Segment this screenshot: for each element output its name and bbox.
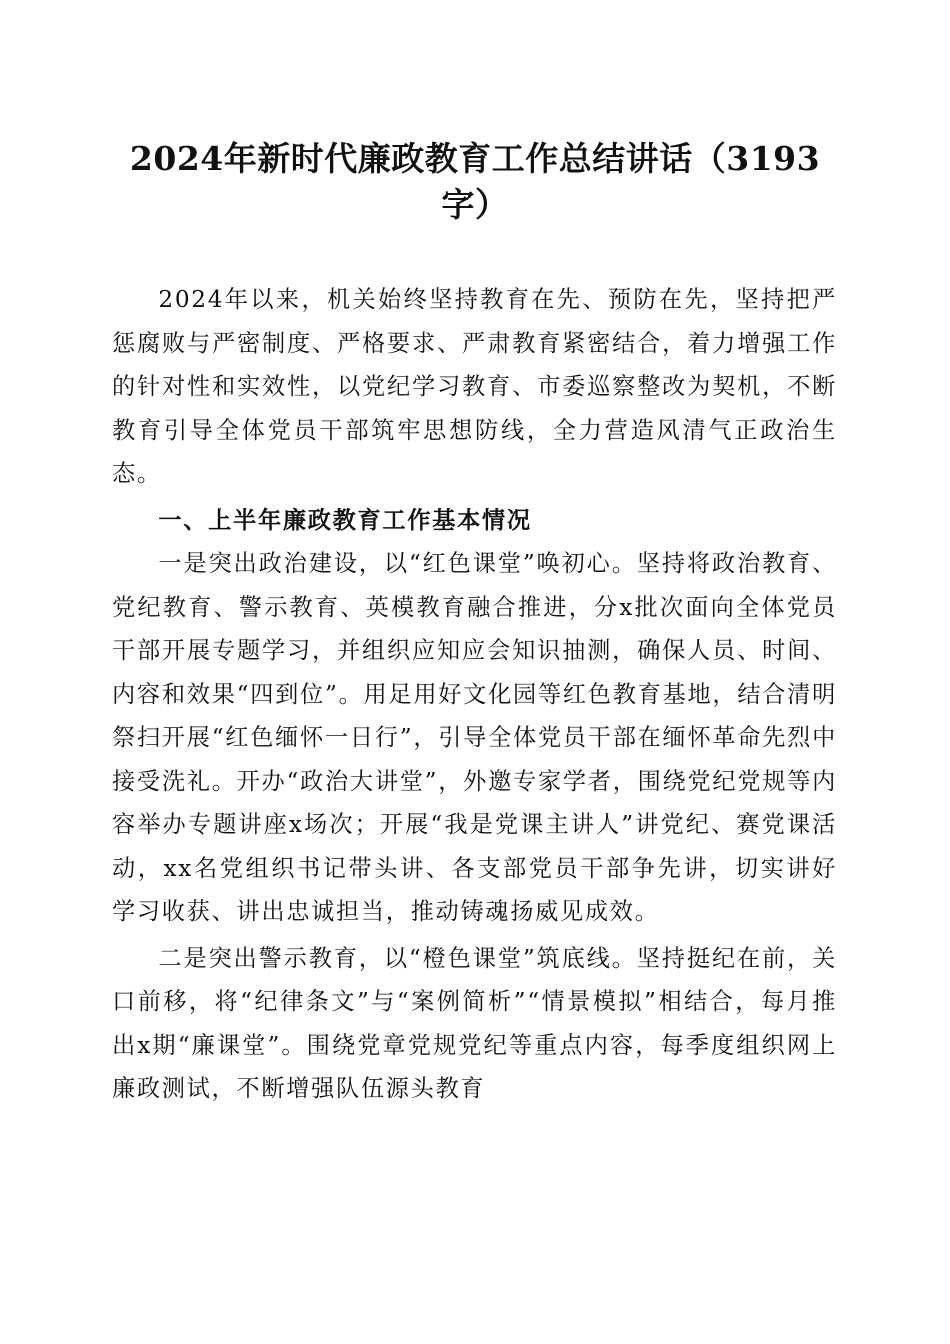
body-paragraph-2: 二是突出警示教育，以“橙色课堂”筑底线。坚持挺纪在前，关口前移，将“纪律条文”与“案例简析”“情景模拟”相结合，每月推出x期“廉课堂”。围绕党章党规党纪等重点内容，每季度组织网上廉政测试，不断增强队伍源头教育 [112, 944, 837, 1102]
intro-paragraph: 2024年以来，机关始终坚持教育在先、预防在先，坚持把严惩腐败与严密制度、严格要求、严肃教育紧密结合，着力增强工作的针对性和实效性，以党纪学习教育、市委巡察整改为契机，不断教育引导全体党员干部筑牢思想防线，全力营造风清气正政治生态。 [112, 286, 837, 487]
section-heading: 一、上半年廉政教育工作基本情况 [158, 506, 532, 534]
document-title: 2024年新时代廉政教育工作总结讲话（3193字） [129, 139, 821, 224]
document-body [112, 278, 837, 1111]
body-paragraph-1: 一是突出政治建设，以“红色课堂”唤初心。坚持将政治教育、党纪教育、警示教育、英模教育融合推进，分x批次面向全体党员干部开展专题学习，并组织应知应会知识抽测，确保人员、时间、内容和效果“四到位”。用足用好文化园等红色教育基地，结合清明祭扫开展“红色缅怀一日行”，引导全体党员干部在缅怀革命先烈中接受洗礼。开办“政治大讲堂”，外邀专家学者，围绕党纪党规等内容举办专题讲座x场次；开展“我是党课主讲人”讲党纪、赛党课活动，xx名党组织书记带头讲、各支部党员干部争先讲，切实讲好学习收获、讲出忠诚担当，推动铸魂扬威见成效。 [112, 550, 837, 925]
